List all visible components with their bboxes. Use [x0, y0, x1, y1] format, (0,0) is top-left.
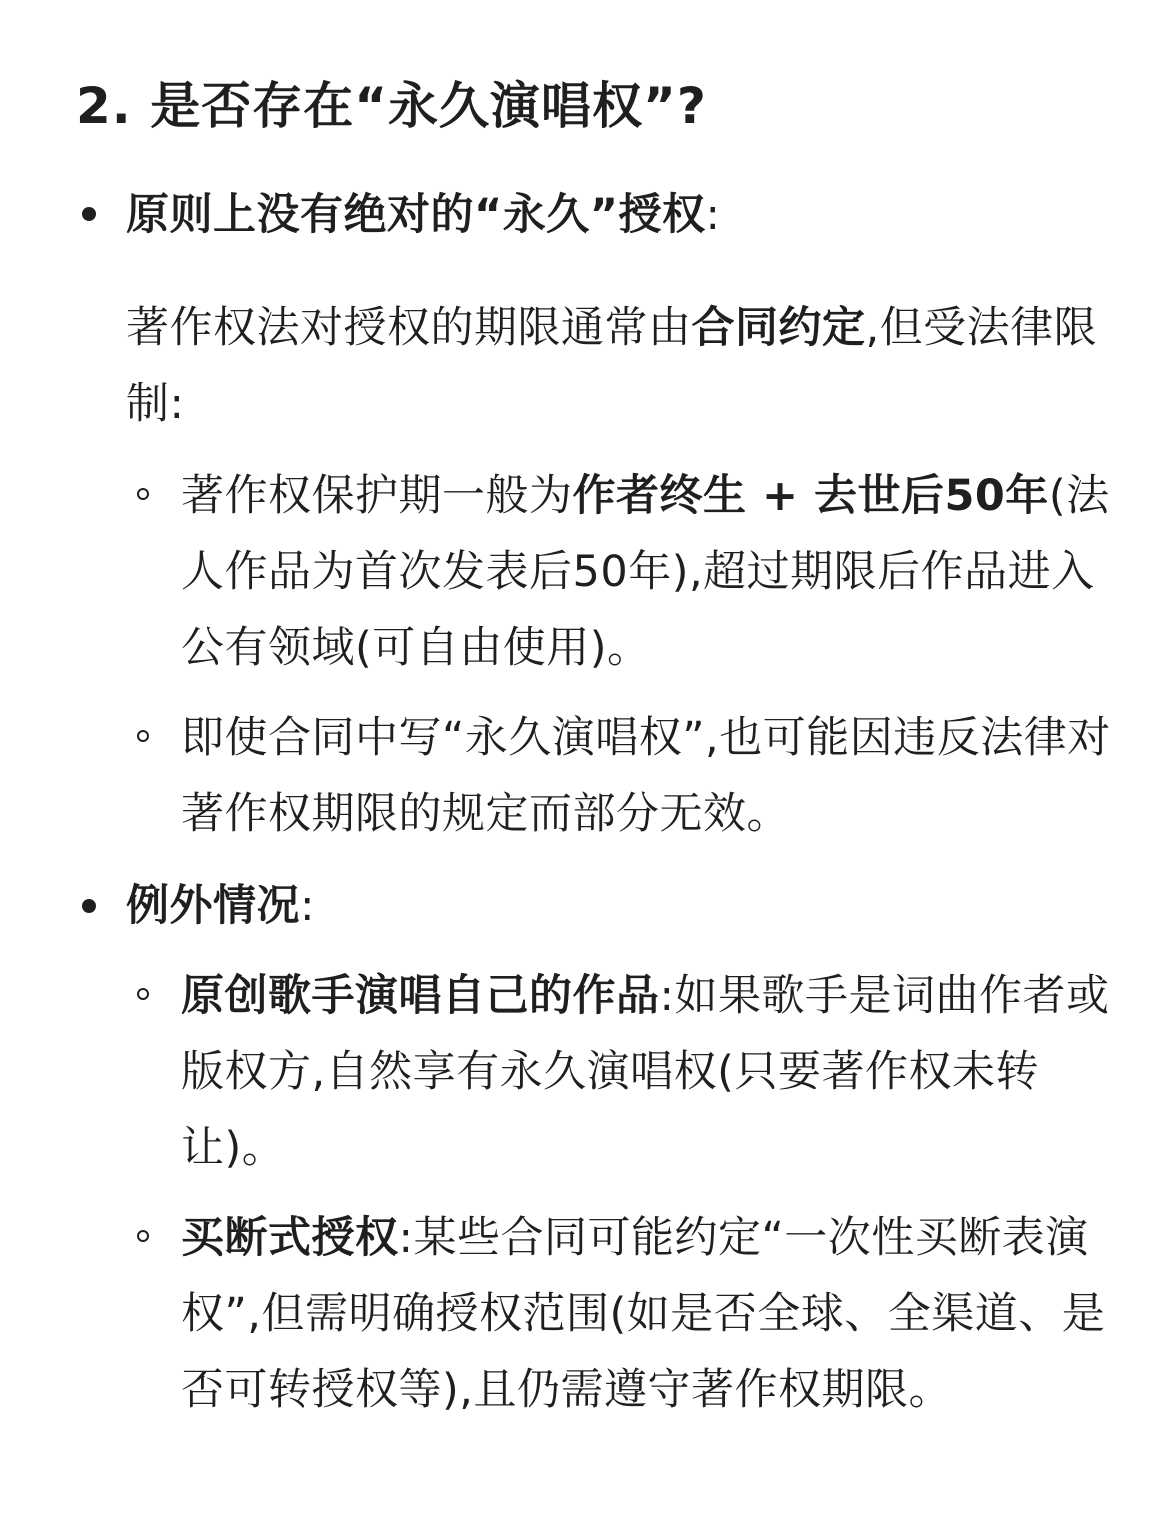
item-bold: 原创歌手演唱自己的作品: [181, 971, 660, 1021]
principle-title: 原则上没有绝对的“永久”授权: [126, 190, 706, 240]
item-text: (法人作品为首次发表后50年),超过期限后作品进入公有领域(可自由使用)。: [181, 471, 1110, 673]
paragraph-text: ,但受法律限制:: [126, 303, 1098, 429]
item-text: :某些合同可能约定“一次性买断表演权”,但需明确授权范围(如是否全球、全渠道、是否可转授权等),且仍需遵守著作权期限。: [181, 1213, 1106, 1415]
bullet-title-principle: [126, 177, 1126, 253]
paragraph-bold: 合同约定: [691, 303, 866, 353]
sub-bullet-circle: [137, 988, 149, 1000]
list-item-protection-period: [181, 458, 1111, 686]
principle-paragraph: [126, 290, 1126, 442]
section-heading: 2. 是否存在“永久演唱权”?: [76, 77, 707, 135]
item-text: :如果歌手是词曲作者或版权方,自然享有永久演唱权(只要著作权未转让)。: [181, 971, 1110, 1173]
principle-colon: :: [705, 190, 721, 240]
bullet-dot: [82, 207, 96, 221]
list-item-buyout-license: [181, 1200, 1111, 1428]
sub-bullet-circle: [137, 1230, 149, 1242]
list-item-contract-invalid: 即使合同中写“永久演唱权”,也可能因违反法律对著作权期限的规定而部分无效。: [181, 713, 1111, 839]
item-bold: 作者终生 + 去世后50年: [572, 471, 1049, 521]
item-bold: 买断式授权: [181, 1213, 399, 1263]
sub-bullet-circle: [137, 488, 149, 500]
item-text: 著作权保护期一般为: [181, 471, 573, 521]
sub-bullet-circle: [137, 730, 149, 742]
exceptions-colon: :: [300, 881, 315, 931]
bullet-title-exceptions: [126, 868, 1126, 944]
bullet-dot: [82, 899, 96, 913]
paragraph-text: 著作权法对授权的期限通常由: [126, 303, 692, 353]
list-item-original-singer: [181, 958, 1111, 1186]
exceptions-title: 例外情况: [126, 881, 300, 931]
